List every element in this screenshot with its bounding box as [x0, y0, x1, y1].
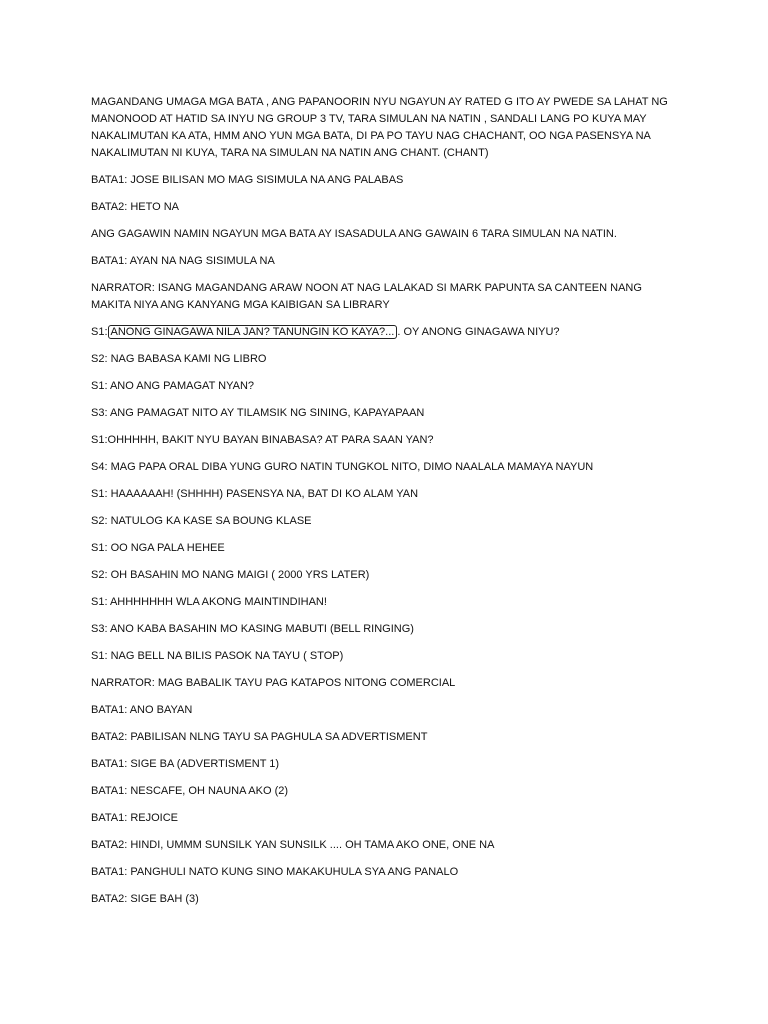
- dialogue-line: S1: NAG BELL NA BILIS PASOK NA TAYU ( STOP): [91, 650, 344, 662]
- dialogue-line: BATA2: SIGE BAH (3): [91, 893, 199, 905]
- dialogue-line: BATA1: ANO BAYAN: [91, 704, 193, 716]
- dialogue-line: BATA2: HINDI, UMMM SUNSILK YAN SUNSILK .... OH TAMA AKO ONE, ONE NA: [91, 839, 495, 851]
- dialogue-line: BATA1: SIGE BA (ADVERTISMENT 1): [91, 758, 280, 770]
- dialogue-line: BATA2: HETO NA: [91, 201, 180, 213]
- dialogue-line: BATA2: PABILISAN NLNG TAYU SA PAGHULA SA ADVERTISMENT: [91, 731, 428, 743]
- dialogue-line: S2: NAG BABASA KAMI NG LIBRO: [91, 353, 267, 365]
- dialogue-line: BATA1: PANGHULI NATO KUNG SINO MAKAKUHULA SYA ANG PANALO: [91, 866, 459, 878]
- dialogue-line: S2: NATULOG KA KASE SA BOUNG KLASE: [91, 515, 312, 527]
- dialogue-suffix: . OY ANONG GINAGAWA NIYU?: [397, 326, 560, 338]
- dialogue-line: S1: HAAAAAAH! (SHHHH) PASENSYA NA, BAT DI KO ALAM YAN: [91, 488, 419, 500]
- dialogue-line: S1: OO NGA PALA HEHEE: [91, 542, 225, 554]
- dialogue-line: S1: AHHHHHHH WLA AKONG MAINTINDIHAN!: [91, 596, 327, 608]
- dialogue-line: BATA1: JOSE BILISAN MO MAG SISIMULA NA ANG PALABAS: [91, 174, 404, 186]
- dialogue-line: BATA1: NESCAFE, OH NAUNA AKO (2): [91, 785, 289, 797]
- dialogue-line-with-box: [91, 324, 681, 341]
- dialogue-line: S1: ANO ANG PAMAGAT NYAN?: [91, 380, 255, 392]
- narrator-paragraph: NARRATOR: ISANG MAGANDANG ARAW NOON AT NAG LALAKAD SI MARK PAPUNTA SA CANTEEN NANG MAKITA NIYA ANG KANYANG MGA KAIBIGAN SA LIBRARY: [91, 282, 642, 311]
- dialogue-line: ANG GAGAWIN NAMIN NGAYUN MGA BATA AY ISASADULA ANG GAWAIN 6 TARA SIMULAN NA NATIN.: [91, 228, 617, 240]
- dialogue-line: BATA1: REJOICE: [91, 812, 179, 824]
- speaker-prefix: S1:: [91, 326, 108, 338]
- dialogue-line: BATA1: AYAN NA NAG SISIMULA NA: [91, 255, 275, 267]
- dialogue-line: NARRATOR: MAG BABALIK TAYU PAG KATAPOS NITONG COMERCIAL: [91, 677, 456, 689]
- dialogue-line: S1:OHHHHH, BAKIT NYU BAYAN BINABASA? AT PARA SAAN YAN?: [91, 434, 434, 446]
- intro-paragraph: MAGANDANG UMAGA MGA BATA , ANG PAPANOORIN NYU NGAYUN AY RATED G ITO AY PWEDE SA LAHAT NG MANONOOD AT HATID SA INYU NG GROUP 3 TV, TARA SIMULAN NA NATIN , SANDALI LANG PO KUYA MAY NAKALIMUTAN KA ATA, HMM ANO YUN MGA BATA, DI PA PO TAYU NAG CHACHANT, OO NGA PASENSYA NA NAKALIMUTAN NI KUYA, TARA NA SIMULAN NA NATIN ANG CHANT. (CHANT): [91, 96, 668, 159]
- dialogue-line: S4: MAG PAPA ORAL DIBA YUNG GURO NATIN TUNGKOL NITO, DIMO NAALALA MAMAYA NAYUN: [91, 461, 594, 473]
- dialogue-line: S2: OH BASAHIN MO NANG MAIGI ( 2000 YRS LATER): [91, 569, 370, 581]
- dialogue-line: S3: ANG PAMAGAT NITO AY TILAMSIK NG SINING, KAPAYAPAAN: [91, 407, 425, 419]
- dialogue-line: S3: ANO KABA BASAHIN MO KASING MABUTI (BELL RINGING): [91, 623, 414, 635]
- boxed-annotation: ANONG GINAGAWA NILA JAN? TANUNGIN KO KAYA?...: [108, 325, 398, 339]
- document-body: [91, 94, 681, 918]
